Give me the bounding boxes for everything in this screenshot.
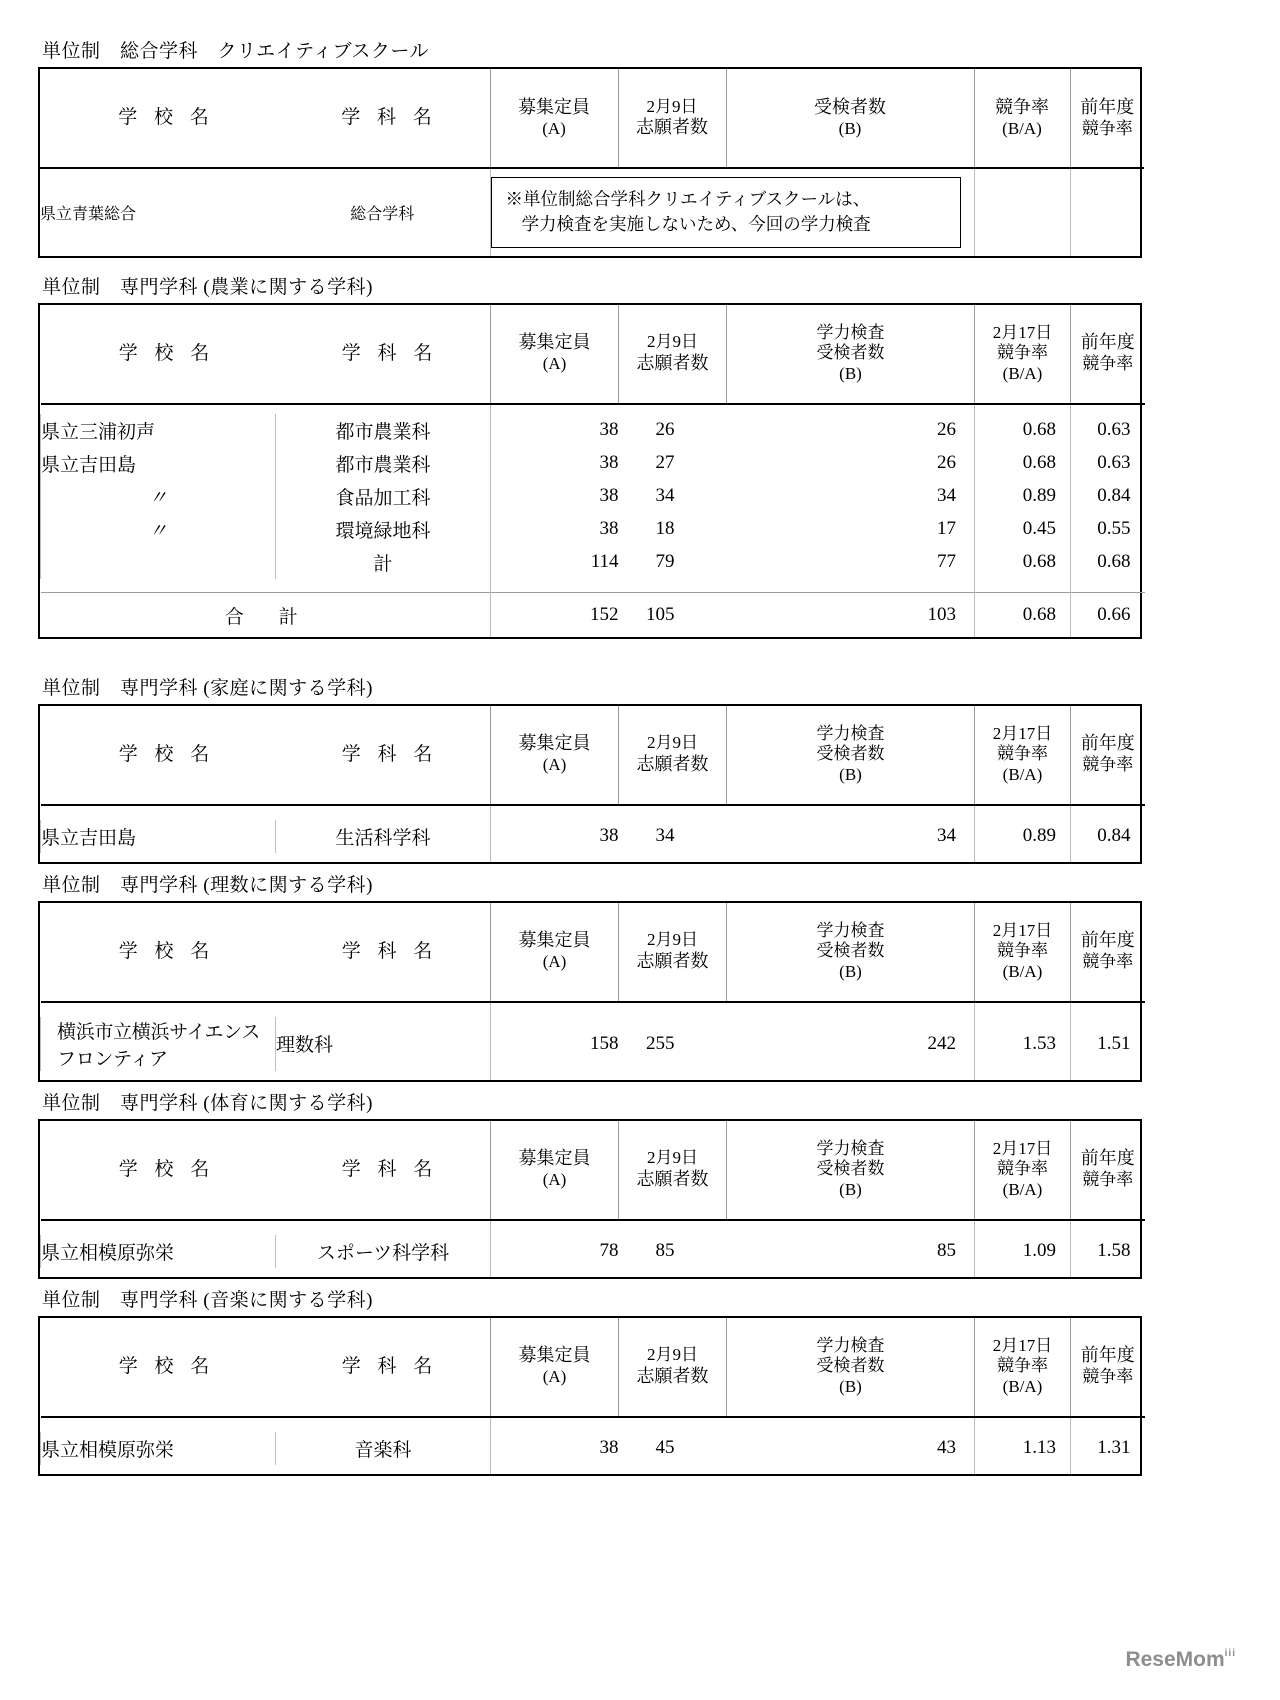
spacer-row: [41, 1268, 1145, 1277]
cell-quota: 158: [491, 1017, 619, 1071]
cell-prev: 0.63: [1071, 447, 1145, 480]
table-total-row: [41, 593, 1145, 637]
cell-dept: 環境緑地科: [276, 513, 491, 546]
cell-dept: 総合学科: [350, 205, 415, 223]
header-examinees: 学力検査 受検者数 (B): [727, 1318, 975, 1417]
header-prev-ratio: 前年度 競争率: [1071, 1318, 1145, 1417]
cell-quota: 78: [491, 1235, 619, 1268]
cell-quota: 38: [491, 480, 619, 513]
cell-quota: 38: [491, 1432, 619, 1465]
cell-prev: 1.58: [1071, 1235, 1145, 1268]
cell-quota: 152: [491, 593, 619, 637]
cell-applicants: 105: [619, 593, 727, 637]
header-school-dept: [41, 305, 491, 404]
cell-prev: 0.68: [1071, 546, 1145, 579]
header-applicants-l1: 2月9日: [646, 96, 698, 116]
header-ratio-l1: 競争率: [995, 96, 1049, 117]
header-examinees: 学力検査 受検者数 (B): [727, 903, 975, 1002]
cell-dept: 理数科: [276, 1017, 491, 1071]
table-home-economics: [38, 704, 1142, 864]
spacer-row: [41, 405, 1145, 414]
header-ratio-l2: (B/A): [1002, 118, 1042, 138]
watermark-resemom: [1125, 1648, 1236, 1672]
header-ratio: 2月17日 競争率 (B/A): [975, 305, 1071, 404]
table-physical-education: [38, 1119, 1142, 1279]
cell-ratio: 1.53: [975, 1017, 1071, 1071]
cell-ratio: 0.68: [975, 414, 1071, 447]
header-dept: 学 科 名: [341, 107, 438, 129]
header-prev-ratio: 前年度 競争率: [1071, 305, 1145, 404]
header-school: 学 校 名: [118, 343, 216, 365]
cell-examinees: 77: [937, 551, 956, 573]
header-school-dept: [41, 706, 491, 805]
cell-dept: 都市農業科: [276, 414, 491, 447]
spacer-row: [41, 1071, 1145, 1080]
section-caption-agriculture: 単位制 専門学科 (農業に関する学科): [42, 276, 373, 298]
cell-applicants: 34: [655, 485, 675, 507]
table-header-row: [41, 1121, 1145, 1220]
header-examinees: 学力検査 受検者数 (B): [727, 305, 975, 404]
cell-prev: 0.63: [1071, 414, 1145, 447]
section-caption-science: 単位制 専門学科 (理数に関する学科): [42, 874, 373, 896]
cell-ratio: 0.45: [975, 513, 1071, 546]
header-applicants: 2月9日 志願者数: [619, 903, 727, 1002]
table-header-row: [41, 706, 1145, 805]
cell-applicants: 27: [655, 452, 675, 474]
header-dept: 学 科 名: [341, 1159, 439, 1181]
table-header-row: [41, 305, 1145, 404]
cell-examinees: 103: [727, 593, 975, 637]
cell-quota: 38: [491, 414, 619, 447]
cell-ratio: 0.68: [975, 593, 1071, 637]
note-line-2: 学力検査を実施しないため、今回の学力検査: [521, 214, 871, 235]
cell-dept: 都市農業科: [276, 447, 491, 480]
cell-ratio: 0.68: [975, 546, 1071, 579]
cell-prev: 0.66: [1071, 593, 1145, 637]
cell-school: 県立吉田島: [41, 820, 276, 853]
cell-applicants: 45: [655, 1437, 675, 1459]
section-caption-creative: 単位制 総合学科 クリエイティブスクール: [42, 41, 429, 62]
header-quota-l1: 募集定員: [518, 96, 590, 117]
cell-dept: 音楽科: [276, 1432, 491, 1465]
spacer-row: [41, 1418, 1145, 1432]
header-ratio: 2月17日 競争率 (B/A): [975, 706, 1071, 805]
cell-ratio: [974, 169, 1070, 256]
header-quota: 募集定員 (A): [491, 1121, 619, 1220]
cell-examinees: 43: [937, 1437, 956, 1459]
header-ratio: 2月17日 競争率 (B/A): [975, 1318, 1071, 1417]
spacer-row: [41, 806, 1145, 820]
header-examinees: [726, 69, 974, 168]
cell-prev: 0.55: [1071, 513, 1145, 546]
cell-quota: 38: [491, 513, 619, 546]
cell-examinees: 17: [937, 518, 956, 540]
spacer-row: [41, 1221, 1145, 1235]
cell-examinees: 85: [937, 1240, 956, 1262]
table-header-row: [41, 903, 1145, 1002]
cell-ratio: 0.89: [975, 480, 1071, 513]
cell-school: [41, 546, 276, 579]
cell-subtotal-label: 計: [276, 546, 491, 579]
cell-ratio: 1.09: [975, 1235, 1071, 1268]
header-school: 学 校 名: [118, 107, 215, 129]
table-header-row: [41, 1318, 1145, 1417]
cell-applicants: 79: [655, 551, 675, 573]
header-ratio: [974, 69, 1070, 168]
spacer-row: [41, 1465, 1145, 1474]
cell-ratio: 1.13: [975, 1432, 1071, 1465]
cell-total-label: 合 計: [41, 593, 491, 637]
cell-applicants: 26: [655, 419, 675, 441]
cell-dept: スポーツ科学科: [276, 1235, 491, 1268]
cell-applicants: 255: [646, 1032, 675, 1054]
cell-quota: 38: [491, 447, 619, 480]
header-school-dept: [40, 69, 490, 168]
cell-prev: [1070, 169, 1144, 256]
cell-applicants: 34: [655, 825, 675, 847]
header-quota-l2: (A): [542, 118, 566, 138]
header-quota: 募集定員 (A): [491, 305, 619, 404]
cell-dept: 生活科学科: [276, 820, 491, 853]
spacer-row: [41, 853, 1145, 862]
table-science: [38, 901, 1142, 1082]
cell-quota: 38: [491, 820, 619, 853]
header-school: 学 校 名: [118, 941, 216, 963]
header-dept: 学 科 名: [341, 343, 439, 365]
header-school: 学 校 名: [118, 1356, 216, 1378]
cell-ratio: 0.89: [975, 820, 1071, 853]
cell-applicants: 85: [655, 1240, 675, 1262]
table-row: [41, 513, 1145, 546]
header-prev-l1: 前年度: [1080, 96, 1135, 117]
cell-school: 県立吉田島: [41, 447, 276, 480]
header-prev-ratio: 前年度 競争率: [1071, 1121, 1145, 1220]
header-applicants: 2月9日 志願者数: [619, 706, 727, 805]
header-prev-ratio: [1070, 69, 1144, 168]
note-box: [491, 177, 961, 248]
cell-school: 県立相模原弥栄: [41, 1235, 276, 1268]
cell-prev: 0.84: [1071, 820, 1145, 853]
header-examinees-l1: 受検者数: [814, 96, 886, 117]
header-applicants: [618, 69, 726, 168]
header-school-dept: [41, 903, 491, 1002]
spacer-row: [41, 1003, 1145, 1017]
header-applicants: 2月9日 志願者数: [619, 1121, 727, 1220]
table-row: [41, 820, 1145, 853]
watermark-text: ReseMom: [1125, 1648, 1225, 1671]
header-prev-l2: 競争率: [1081, 118, 1133, 138]
cell-dept: 食品加工科: [276, 480, 491, 513]
table-creative-school: [38, 67, 1142, 258]
header-prev-ratio: 前年度 競争率: [1071, 706, 1145, 805]
cell-examinees: 26: [937, 452, 956, 474]
header-school-dept: [41, 1121, 491, 1220]
cell-examinees: 34: [937, 825, 956, 847]
header-school: 学 校 名: [118, 1159, 216, 1181]
note-cell: [490, 169, 974, 256]
header-ratio: 2月17日 競争率 (B/A): [975, 903, 1071, 1002]
table-music: [38, 1316, 1142, 1476]
table-row: [41, 480, 1145, 513]
table-subtotal-row: [41, 546, 1145, 579]
table-row: [41, 414, 1145, 447]
header-examinees: 学力検査 受検者数 (B): [727, 706, 975, 805]
table-row: [40, 169, 1144, 256]
table-row: [41, 1432, 1145, 1465]
header-dept: 学 科 名: [341, 1356, 439, 1378]
cell-school: 県立青葉総合: [40, 205, 137, 223]
header-quota: 募集定員 (A): [491, 903, 619, 1002]
cell-quota: 114: [491, 546, 619, 579]
table-row: [41, 1017, 1145, 1071]
header-dept: 学 科 名: [341, 744, 439, 766]
cell-prev: 0.84: [1071, 480, 1145, 513]
header-applicants: 2月9日 志願者数: [619, 1318, 727, 1417]
table-header-row: [40, 69, 1144, 168]
header-quota: 募集定員 (A): [491, 706, 619, 805]
section-caption-physical-education: 単位制 専門学科 (体育に関する学科): [42, 1092, 373, 1114]
cell-ratio: 0.68: [975, 447, 1071, 480]
spacer-row: [41, 579, 1145, 593]
table-row: [41, 1235, 1145, 1268]
cell-prev: 1.51: [1071, 1017, 1145, 1071]
header-school: 学 校 名: [118, 744, 216, 766]
cell-school: 県立三浦初声: [41, 414, 276, 447]
cell-applicants: 18: [655, 518, 675, 540]
header-school-dept: [41, 1318, 491, 1417]
cell-school-ditto: 〃: [41, 513, 276, 546]
header-applicants: 2月9日 志願者数: [619, 305, 727, 404]
cell-prev: 1.31: [1071, 1432, 1145, 1465]
table-row: [41, 447, 1145, 480]
cell-examinees: 26: [937, 419, 956, 441]
cell-examinees: 242: [927, 1032, 956, 1054]
header-examinees-l2: (B): [838, 118, 862, 138]
header-quota: [490, 69, 618, 168]
table-agriculture: [38, 303, 1142, 639]
header-ratio: 2月17日 競争率 (B/A): [975, 1121, 1071, 1220]
cell-school: 県立相模原弥栄: [41, 1432, 276, 1465]
header-dept: 学 科 名: [341, 941, 439, 963]
cell-examinees: 34: [937, 485, 956, 507]
watermark-suffix: iii: [1224, 1648, 1236, 1659]
header-prev-ratio: 前年度 競争率: [1071, 903, 1145, 1002]
cell-school-ditto: 〃: [41, 480, 276, 513]
note-line-1: ※単位制総合学科クリエイティブスクールは、: [505, 189, 871, 209]
cell-school: 横浜市立横浜サイエンスフロンティア: [41, 1017, 276, 1071]
section-caption-home-economics: 単位制 専門学科 (家庭に関する学科): [42, 677, 373, 699]
header-examinees: 学力検査 受検者数 (B): [727, 1121, 975, 1220]
header-quota: 募集定員 (A): [491, 1318, 619, 1417]
section-caption-music: 単位制 専門学科 (音楽に関する学科): [42, 1289, 373, 1311]
header-applicants-l2: 志願者数: [636, 117, 708, 138]
